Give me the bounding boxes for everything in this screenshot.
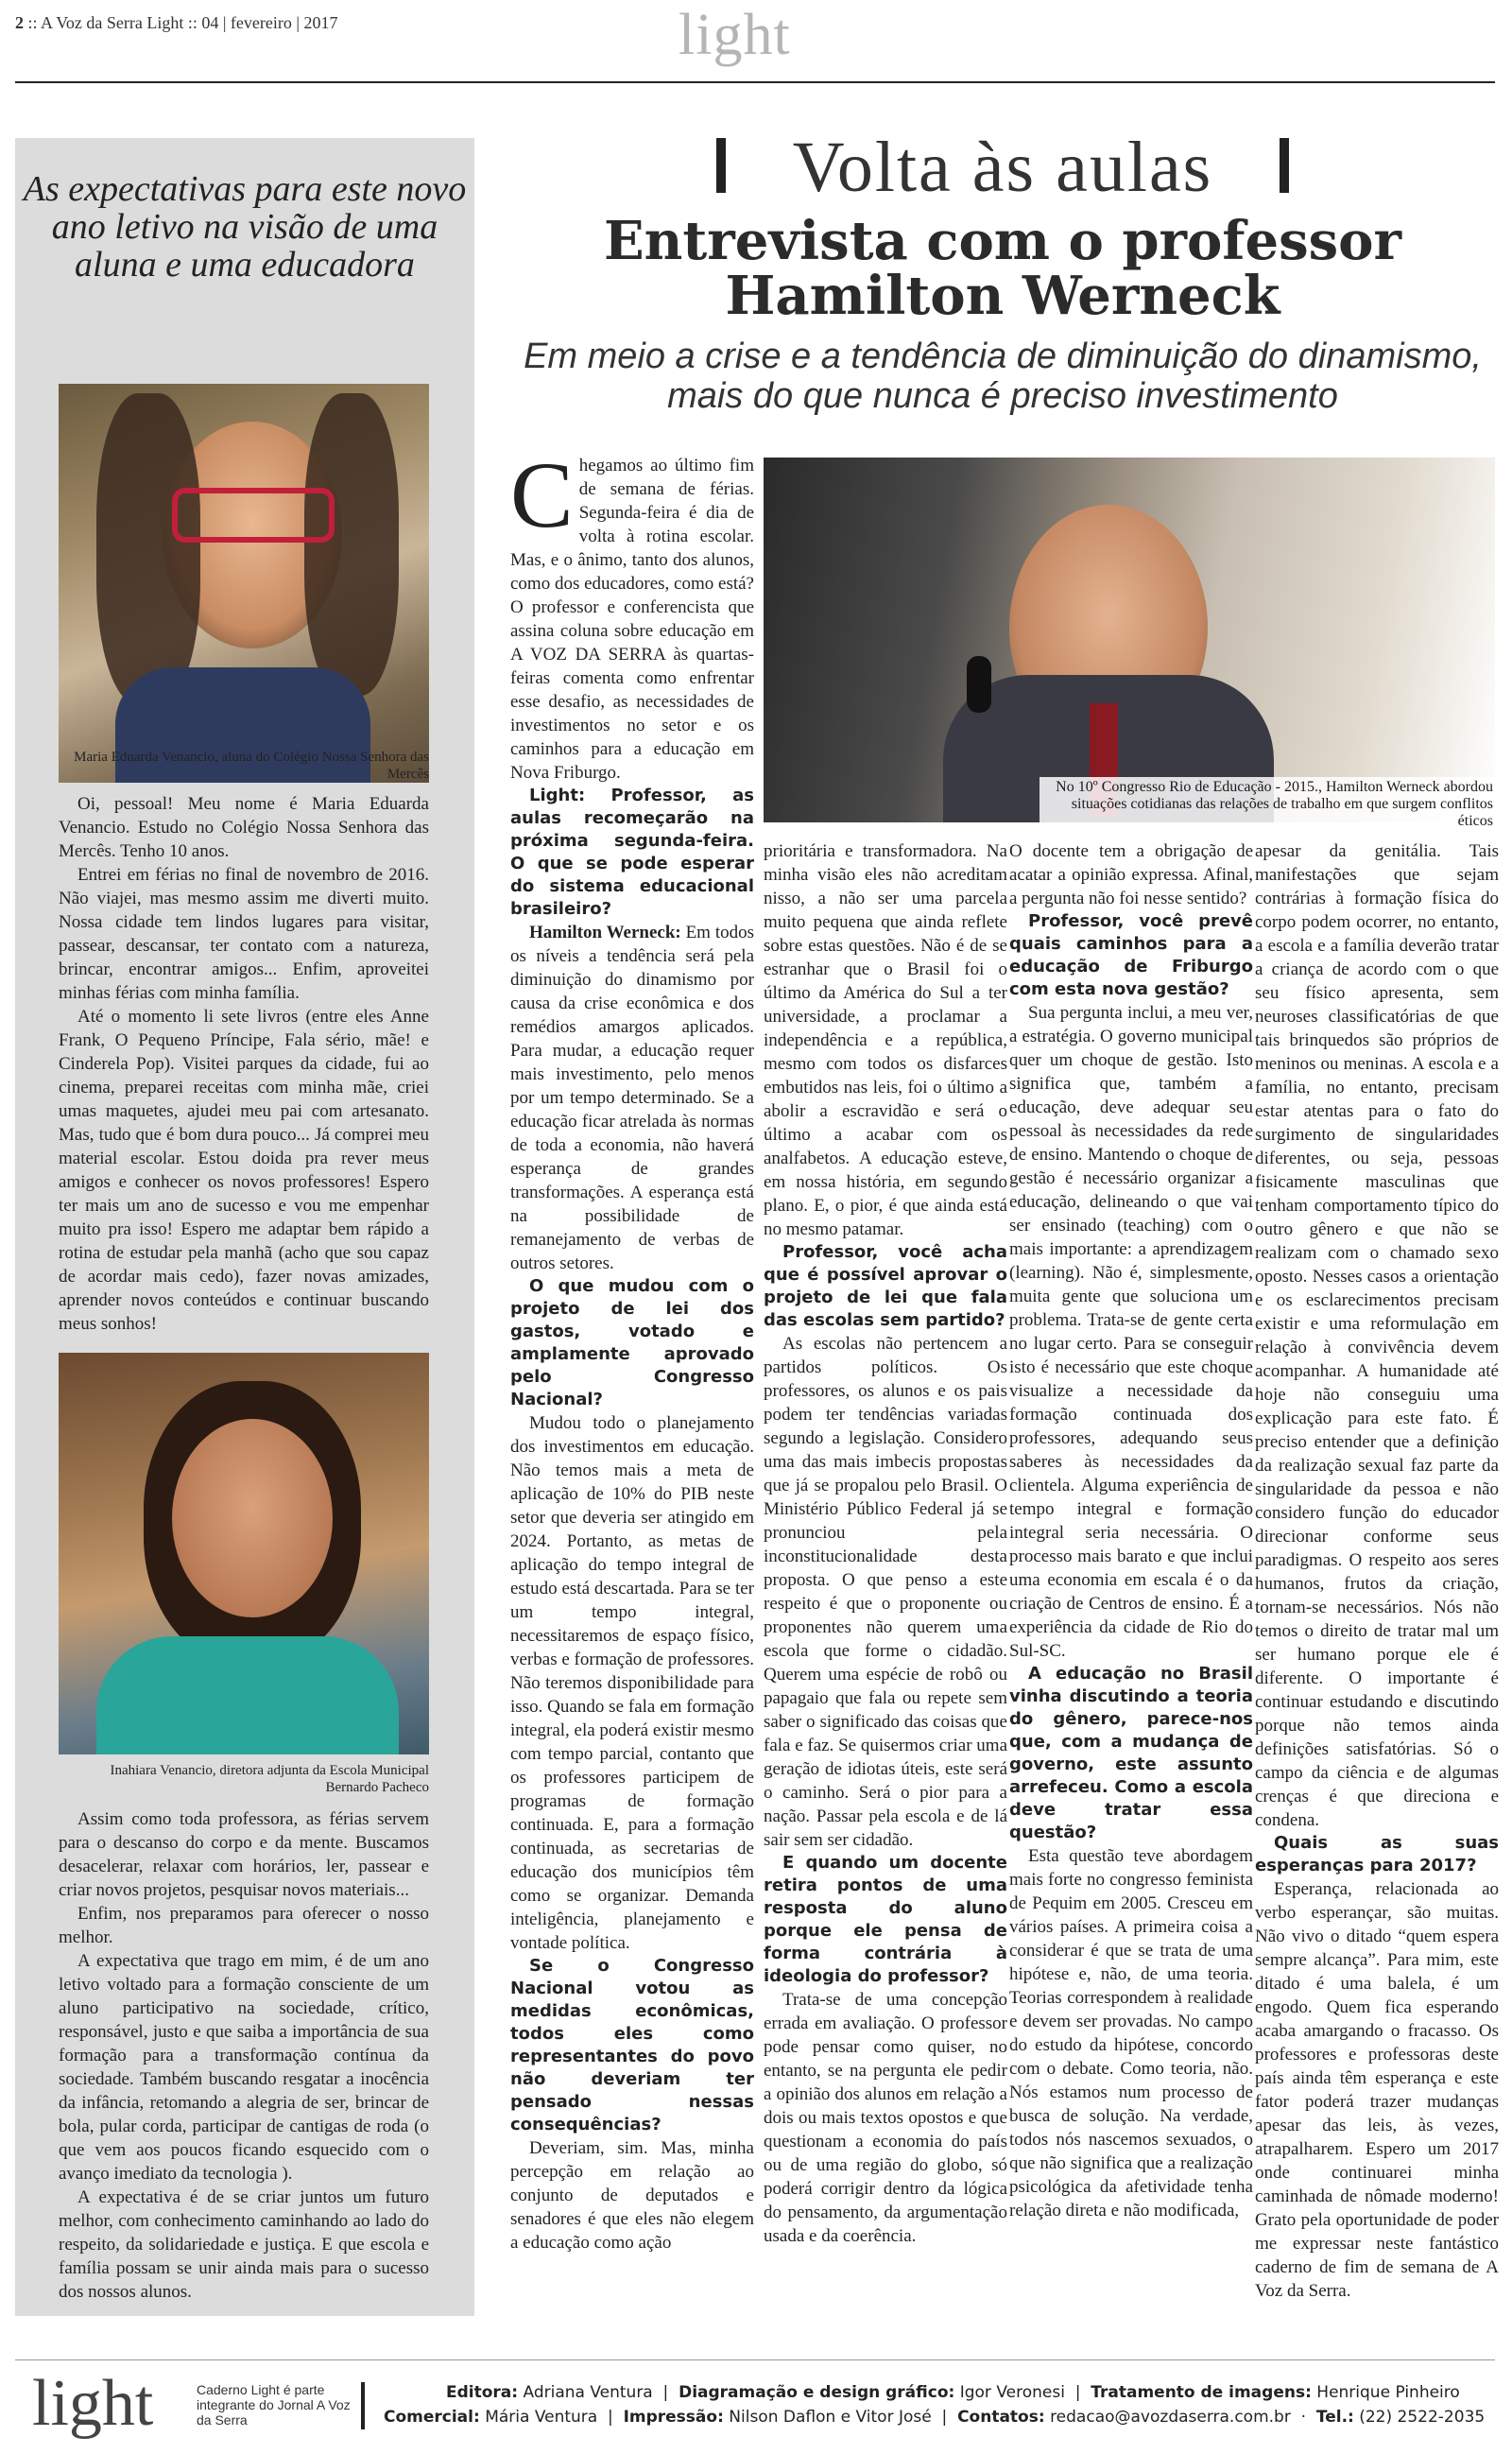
impressao-value: Nilson Daflon e Vitor José bbox=[729, 2408, 932, 2427]
diagramacao-value: Igor Veronesi bbox=[959, 2383, 1065, 2402]
interview-photo bbox=[764, 458, 1495, 822]
answer: Sua pergunta inclui, a meu ver, a estratégia. O governo municipal quer um choque de gestão. Isto significa que, também a educação, deve adequar seu pessoal às necessidades da rede de ensino. Mantendo o choque de gestão é necessário organizar a educação, delineando o que vai ser ensinado (teaching) com o mais importante: a aprendizagem (learning). Não é, simplesmente, muita gente que soluciona um problema. Trata-se de gente certa no lugar certo. Para se conseguir isto é necessário que este choque visualize a necessidade da formação continuada dos professores, adequando seus saberes às necessidades da clientela. Alguma experiência de tempo integral e formação integral seria necessária. O processo mais barato e que inclui uma economia em escala é o da criação de Centros de ensino. É a experiência da cidade de Rio do Sul-SC. bbox=[1009, 1003, 1253, 1661]
article-kicker bbox=[510, 127, 1495, 208]
drop-cap: C bbox=[510, 442, 574, 547]
answer: Mudou todo o planejamento dos investimentos em educação. Não temos mais a meta de aplicação de 10% do PIB neste setor que deveria ser atingido em 2024. Portanto, as metas de aplicação do tempo integral de estudo está descartada. Para se ter um tempo integral, necessitaremos de espaço físico, verbas e formação de professores. Não teremos disponibilidade para isso. Quando se fala em formação integral, ela poderá existir mesmo com tempo parcial, contanto que os professores participem de programas de formação continuada. E, para a formação continuada, as secretarias de educação dos municípios têm como se organizar. Demanda inteligência, planejamento e vontade política. bbox=[510, 1413, 754, 1953]
answer: Esperança, relacionada ao verbo esperançar, são muitas. Não vivo o ditado “quem espera sempre alcança”. Para mim, este ditado é uma balela, é um engodo. Quem fica esperando acaba amargando o fracasso. Os professores e professoras deste país ainda têm esperança e este fator poderá trazer mudanças apesar das leis, às vezes, atrapalharem. Espero um 2017 onde continuarei minha caminhada de nômade moderno! Grato pela oportunidade de poder me expressar neste fantástico caderno de fim de semana de A Voz da Serra. bbox=[1255, 1879, 1499, 2301]
page-number: 2 bbox=[15, 13, 24, 32]
educator-photo-caption: Inahiara Venancio, diretora adjunta da Escola Municipal Bernardo Pacheco bbox=[110, 1763, 429, 1795]
student-photo bbox=[59, 384, 429, 783]
educator-photo bbox=[59, 1353, 429, 1754]
header-rule bbox=[15, 81, 1495, 83]
footer-logo: light bbox=[32, 2367, 154, 2440]
question: E quando um docente retira pontos de uma resposta do aluno porque ele pensa de forma contrária à ideologia do professor? bbox=[764, 1853, 1007, 1986]
article-column-3 bbox=[1009, 839, 1253, 2222]
question: O que mudou com o projeto de lei dos gastos, votado e amplamente aprovado pelo Congresso Nacional? bbox=[510, 1276, 754, 1409]
article-column-1 bbox=[510, 442, 754, 2255]
answer-continued: apesar da genitália. Tais manifestações que sejam contrárias à formação física do corpo podem ocorrer, no entanto, a escola e a família deverão tratar a criança de acordo com o que seu físico apresenta, sem neuroses classificatórias de que tais brinquedos são próprios de meninos ou meninas. A escola e a família, no entanto, precisam estar atentas para o fato do surgimento de singularidades diferentes, ou seja, pessoas fisicamente masculinas que tenham comportamento típico do outro gênero e que não se realizam com o chamado sexo oposto. Nesses casos a orientação e os esclarecimentos precisam existir e uma reformulação em relação à convivência devem acompanhar. A humanidade até hoje não conseguiu uma explicação para este fato. É preciso entender que a definição da realização sexual faz parte da singularidade da pessoa e não considero função do educador direcionar conforme seus paradigmas. O respeito aos seres humanos, frutos da criação, tornam-se necessários. Nós não temos o direito de tratar mal um ser humano porque ele é diferente. O importante é continuar estudando e discutindo porque não temos ainda definições satisfatórias. Só o campo da ciência e de algumas crenças é que direciona e condena. bbox=[1255, 841, 1499, 1830]
answer-text: Em todos os níveis a tendência será pela diminuição do dinamismo por causa da crise econômica e dos remédios amargos aplicados. Para mudar, a educação requer mais investimento, pelo menos por um tempo determinado. Se a educação ficar atrelada às normas de toda a economia, não haverá esperança de grandes transformações. A esperança está na possibilidade de remanejamento de verbas de outros setores. bbox=[510, 923, 754, 1273]
interview-photo-caption: No 10º Congresso Rio de Educação - 2015., Hamilton Werneck abordou situações cotidianas das relações de trabalho em que surgem conflitos éticos bbox=[1040, 777, 1497, 832]
question: Light: Professor, as aulas recomeçarão na próxima segunda-feira. O que se pode esperar do sistema educacional brasileiro? bbox=[510, 786, 754, 919]
paragraph: A expectativa é de se criar juntos um futuro melhor, com conhecimento caminhando ao lado do respeito, da solidariedade e justiça. E que escola e família possam se unir ainda mais para o sucesso dos nossos alunos. bbox=[59, 2187, 429, 2302]
impressao-label: Impressão: bbox=[623, 2408, 724, 2427]
article-column-2 bbox=[764, 839, 1007, 2248]
answer-continued: O docente tem a obrigação de acatar a opinião expressa. Afinal, a pergunta não foi nesse sentido? bbox=[1009, 841, 1253, 908]
paragraph: A expectativa que trago em mim, é de um ano letivo voltado para a formação consciente de um aluno participativo na sociedade, crítico, responsável, justo e que saiba a importância de sua formação para a transformação contínua da sociedade. Também buscando resgatar a inocência da infância, retomando a alegria de ser, brincar de bola, pular corda, participar de cantigas de roda (o que vem aos poucos ficando esquecido com o avanço imediato da tecnologia ). bbox=[59, 1951, 429, 2184]
article-subtitle: Em meio a crise e a tendência de diminuição do dinamismo, mais do que nunca é preciso investimento bbox=[524, 337, 1482, 416]
editora-value: Adriana Ventura bbox=[523, 2383, 653, 2402]
answer bbox=[510, 921, 754, 1275]
intro-text: hegamos ao último fim de semana de férias. Segunda-feira é dia de volta à rotina escolar. Mas, e o ânimo, tanto dos alunos, como dos educadores, como está? O professor e conferencista que assina coluna sobre educação em A VOZ DA SERRA às quartas-feiras comenta como enfrentar esse desafio, as necessidades de investimentos no setor e os caminhos para a educação em Nova Friburgo. bbox=[510, 456, 754, 783]
imagens-value: Henrique Pinheiro bbox=[1316, 2383, 1460, 2402]
question: Quais as suas esperanças para 2017? bbox=[1255, 1833, 1499, 1875]
question: Professor, você acha que é possível aprovar o projeto de lei que fala das escolas sem partido? bbox=[764, 1242, 1007, 1330]
contatos-label: Contatos: bbox=[957, 2408, 1045, 2427]
footer-credits-line1: Editora: Adriana Ventura | Diagramação e design gráfico: Igor Veronesi | Tratamento de imagens: Henrique Pinheiro bbox=[446, 2383, 1460, 2402]
paragraph: Oi, pessoal! Meu nome é Maria Eduarda Venancio. Estudo no Colégio Nossa Senhora das Mercês. Tenho 10 anos. bbox=[59, 794, 429, 861]
intro-paragraph bbox=[510, 442, 754, 785]
answer-speaker: Hamilton Werneck: bbox=[529, 923, 681, 942]
kicker-bar-right bbox=[1280, 138, 1289, 193]
tel-label: Tel.: bbox=[1315, 2408, 1354, 2427]
sidebar-title: As expectativas para este novo ano letivo na visão de uma aluna e uma educadora bbox=[23, 169, 467, 285]
comercial-label: Comercial: bbox=[384, 2408, 480, 2427]
footer-credits-line2: Comercial: Mária Ventura | Impressão: Nilson Daflon e Vitor José | Contatos: redacao@avozdaserra.com.br · Tel.: (22) 2522-2035 bbox=[384, 2408, 1486, 2427]
diagramacao-label: Diagramação e design gráfico: bbox=[679, 2383, 955, 2402]
question: A educação no Brasil vinha discutindo a teoria do gênero, parece-nos que, com a mudança de governo, este assunto arrefeceu. Como a escola deve tratar essa questão? bbox=[1009, 1664, 1253, 1842]
answer: Esta questão teve abordagem mais forte no congresso feminista de Pequim em 2005. Cresceu em vários países. A primeira coisa a considerar é que se trata de uma hipótese e, não, de uma teoria. Teorias correspondem à realidade e devem ser provadas. No campo do estudo da hipótese, concordo com o debate. Como teoria, não. Nós estamos num processo de busca de solução. Na verdade, todos nós nascemos sexuados, o que não significa que a realização psicológica da afetividade tenha relação direta e não modificada, bbox=[1009, 1846, 1253, 2221]
paragraph: Entrei em férias no final de novembro de 2016. Não viajei, mas mesmo assim me diverti muito. Nossa cidade tem lindos lugares para visitar, passear, descansar, ter contato com a natureza, brincar, encontrar amigos... Enfim, aproveitei minhas férias com minha família. bbox=[59, 865, 429, 1003]
imagens-label: Tratamento de imagens: bbox=[1091, 2383, 1312, 2402]
article-title: Entrevista com o professor Hamilton Werneck bbox=[603, 210, 1402, 327]
editora-label: Editora: bbox=[446, 2383, 519, 2402]
educator-text bbox=[59, 1807, 429, 2304]
question: Professor, você prevê quais caminhos para a educação de Friburgo com esta nova gestão? bbox=[1009, 911, 1253, 999]
answer-continued: prioritária e transformadora. Na minha visão eles não acreditam nisso, a não ser uma parcela muito pequena que ainda reflete sobre estas questões. Não é de se estranhar que o Brasil foi o último da América do Sul a ter universidade, a proclamar a independência e a república, mesmo com todos os disfarces embutidos nas leis, foi o último a abolir a escravidão e será o último a acabar com os analfabetos. A educação esteve, em nossa história, em segundo plano. E, o pior, é que ainda está no mesmo patamar. bbox=[764, 841, 1007, 1239]
student-text bbox=[59, 792, 429, 1336]
student-photo-caption: Maria Eduarda Venancio, aluna do Colégio Nossa Senhora das Mercês bbox=[74, 750, 429, 782]
footer-rule bbox=[15, 2359, 1495, 2360]
page-header-info bbox=[15, 13, 337, 33]
comercial-value: Mária Ventura bbox=[485, 2408, 598, 2427]
answer: Deveriam, sim. Mas, minha percepção em relação ao conjunto de deputados e senadores é que eles não elegem a educação como ação bbox=[510, 2138, 754, 2253]
question: Se o Congresso Nacional votou as medidas econômicas, todos eles como representantes do povo não deveriam ter pensado nessas consequências? bbox=[510, 1956, 754, 2134]
tel-value: (22) 2522-2035 bbox=[1359, 2408, 1486, 2427]
issue-info: :: A Voz da Serra Light :: 04 | fevereiro | 2017 bbox=[27, 13, 338, 32]
answer: Trata-se de uma concepção errada em avaliação. O professor pode pensar como quiser, no entanto, se na pergunta ele pedir a opinião dos alunos em relação a dois ou mais textos opostos e que questionam a economia do país ou de uma região do globo, só poderá corrigir dentro da lógica do pensamento, da argumentação usada e da coerência. bbox=[764, 1990, 1007, 2246]
answer: As escolas não pertencem a partidos políticos. Os professores, os alunos e os pais podem ter tendências variadas segundo a legislação. Considero uma das mais imbecis propostas que já se propalou pelo Brasil. O Ministério Público Federal já se pronunciou pela inconstitucionalidade desta proposta. O que penso a este respeito é que o proponente ou proponentes não querem uma escola que forme o cidadão. Querem uma espécie de robô ou papagaio que fala ou repete sem saber o significado das coisas que fala e faz. Se quisermos criar uma geração de idiotas úteis, este será o caminho. Será o pior para a nação. Passar pela escola e de lá sair sem ser cidadão. bbox=[764, 1334, 1007, 1850]
paragraph: Assim como toda professora, as férias servem para o descanso do corpo e da mente. Buscamos desacelerar, relaxar com horários, ler, passear e criar novos projetos, pesquisar novos materiais... bbox=[59, 1809, 429, 1900]
paragraph: Enfim, nos preparamos para oferecer o nosso melhor. bbox=[59, 1904, 429, 1947]
footer-divider bbox=[361, 2382, 365, 2429]
paragraph: Até o momento li sete livros (entre eles Anne Frank, O Pequeno Príncipe, Fala sério, mãe! e Cinderela Pop). Visitei parques da cidade, fui ao cinema, preparei receitas com minha mãe, criei umas maquetes, ajudei meu pai com artesanato. Mas, tudo que é bom dura pouco... Já comprei meu material escolar. Estou doida pra rever meus amigos e conhecer os novos professores! Espero ter mais um ano de sucesso e vou me empenhar muito pra isso! Espero me adaptar bem rápido a rotina de estudar pela manhã (acho que sou capaz de acordar mais cedo), fazer novas amizades, aprender novos conteúdos e continuar buscando meus sonhos! bbox=[59, 1007, 429, 1334]
footer-caderno-note: Caderno Light é parte integrante do Jornal A Voz da Serra bbox=[197, 2382, 351, 2428]
article-column-4 bbox=[1255, 839, 1499, 2303]
contatos-link[interactable]: redacao@avozdaserra.com.br bbox=[1050, 2408, 1291, 2427]
section-logo: light bbox=[679, 3, 791, 67]
kicker-text: Volta às aulas bbox=[792, 128, 1213, 207]
